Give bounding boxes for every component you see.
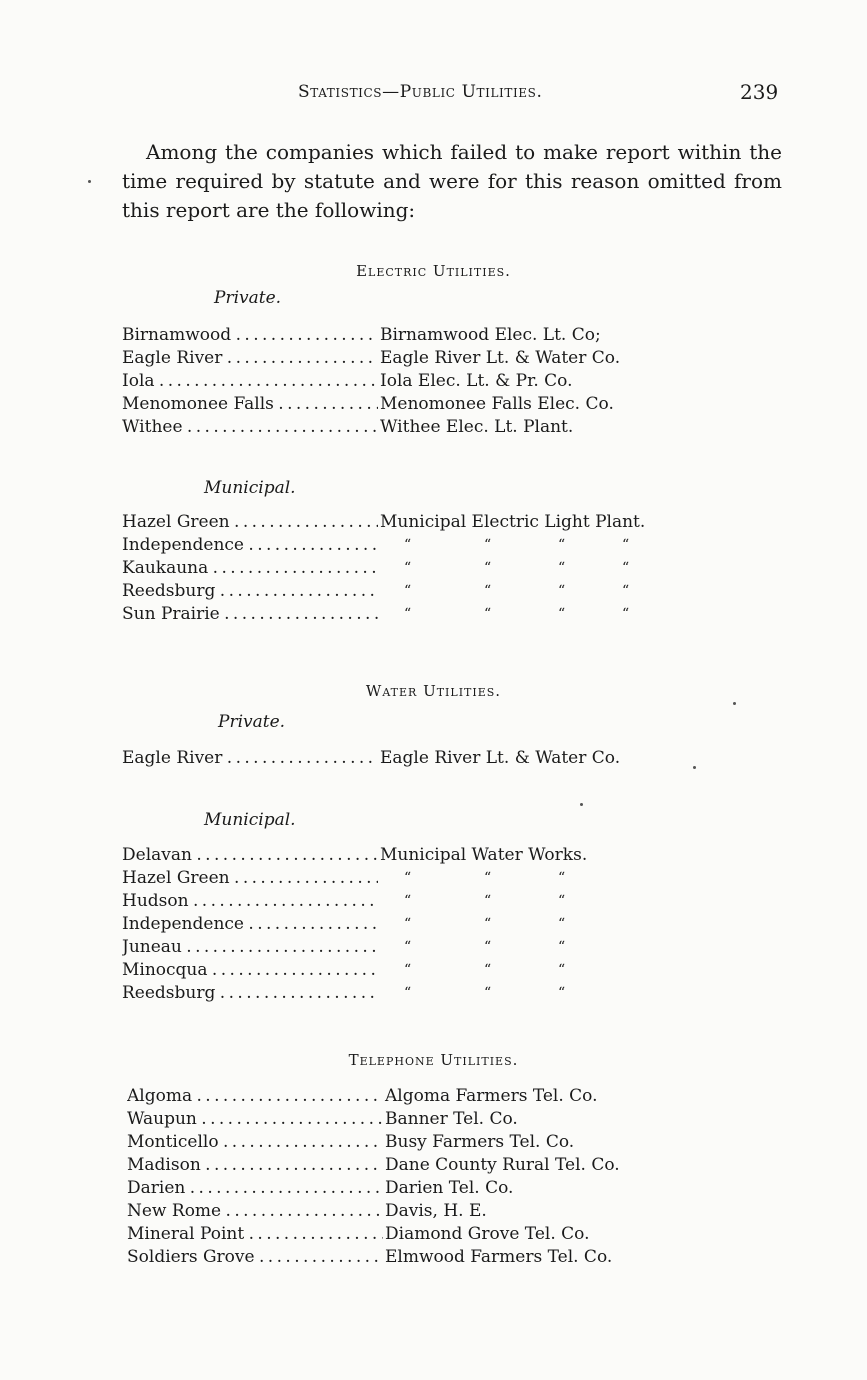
list-item: [127, 1085, 727, 1108]
list-item: [122, 936, 722, 959]
list-item: [122, 747, 722, 770]
section-title-electric: Electric Utilities.: [356, 262, 511, 280]
company-name: Menomonee Falls Elec. Co.: [380, 394, 614, 414]
ditto-marks: “ “ “: [404, 939, 566, 955]
telephone-list: [127, 1085, 727, 1269]
company-name: Eagle River Lt. & Water Co.: [380, 348, 621, 368]
place-name: Monticello . . .: [127, 1131, 383, 1154]
list-item: [122, 982, 722, 1005]
list-item: [122, 324, 722, 347]
company-name: Iola Elec. Lt. & Pr. Co.: [380, 371, 573, 391]
section-title-telephone: Telephone Utilities.: [348, 1051, 519, 1069]
electric-private-list: [122, 324, 722, 439]
list-item: [127, 1177, 727, 1200]
scan-speck: [693, 766, 696, 769]
company-name: Withee Elec. Lt. Plant.: [380, 417, 574, 437]
place-name: Independence . . .: [122, 913, 378, 936]
subsection-municipal-water: Municipal.: [204, 810, 296, 830]
place-name: Mineral Point . . .: [127, 1223, 383, 1246]
page-number: 239: [740, 80, 779, 104]
ditto-marks: “ “ “ “: [404, 560, 630, 576]
list-item: [127, 1131, 727, 1154]
place-name: Darien . . .: [127, 1177, 383, 1200]
list-item: [127, 1246, 727, 1269]
list-item: [122, 844, 722, 867]
place-name: Independence . . .: [122, 534, 378, 557]
list-item: [122, 534, 722, 557]
company-name: Elmwood Farmers Tel. Co.: [385, 1247, 613, 1267]
ditto-marks: “ “ “: [404, 916, 566, 932]
place-name: Hudson . . .: [122, 890, 378, 913]
running-head: Statistics—Public Utilities.: [298, 82, 543, 102]
section-title-water: Water Utilities.: [365, 682, 502, 700]
place-name: Soldiers Grove . . .: [127, 1246, 383, 1269]
place-name: Withee . . .: [122, 416, 378, 439]
place-name: Madison . . .: [127, 1154, 383, 1177]
place-name: Menomonee Falls . . .: [122, 393, 378, 416]
list-item: [122, 603, 722, 626]
water-municipal-list: [122, 844, 722, 1005]
ditto-marks: “ “ “ “: [404, 606, 630, 622]
scan-speck: [88, 180, 91, 183]
company-name: Municipal Water Works.: [380, 845, 588, 865]
place-name: Delavan . . .: [122, 844, 378, 867]
subsection-private-water: Private.: [218, 712, 286, 732]
list-item: [122, 370, 722, 393]
place-name: Minocqua . . .: [122, 959, 378, 982]
company-name: Algoma Farmers Tel. Co.: [385, 1086, 598, 1106]
place-name: Algoma . . .: [127, 1085, 383, 1108]
scan-speck: [580, 803, 583, 806]
intro-paragraph: Among the companies which failed to make report within the time required by statute and were for this reason omitted from this report are the following:: [122, 140, 782, 222]
place-name: Sun Prairie . . .: [122, 603, 378, 626]
company-name: Banner Tel. Co.: [385, 1109, 518, 1129]
place-name: Hazel Green . . .: [122, 867, 378, 890]
subsection-municipal-electric: Municipal.: [204, 478, 296, 498]
place-name: Eagle River . . .: [122, 747, 378, 770]
ditto-marks: “ “ “: [404, 870, 566, 886]
ditto-marks: “ “ “: [404, 962, 566, 978]
list-item: [122, 511, 722, 534]
ditto-marks: “ “ “ “: [404, 583, 630, 599]
electric-municipal-list: [122, 511, 722, 626]
place-name: Waupun . . .: [127, 1108, 383, 1131]
list-item: [122, 959, 722, 982]
company-name: Davis, H. E.: [385, 1201, 487, 1221]
company-name: Diamond Grove Tel. Co.: [385, 1224, 590, 1244]
list-item: [127, 1108, 727, 1131]
ditto-marks: “ “ “: [404, 893, 566, 909]
list-item: [122, 347, 722, 370]
place-name: Reedsburg . . .: [122, 982, 378, 1005]
place-name: Juneau . . .: [122, 936, 378, 959]
place-name: Hazel Green . . .: [122, 511, 378, 534]
scan-speck: [733, 702, 736, 705]
place-name: Kaukauna . . .: [122, 557, 378, 580]
list-item: [122, 913, 722, 936]
ditto-marks: “ “ “: [404, 985, 566, 1001]
water-private-list: [122, 747, 722, 770]
company-name: Dane County Rural Tel. Co.: [385, 1155, 620, 1175]
place-name: Eagle River . . .: [122, 347, 378, 370]
place-name: Iola . . .: [122, 370, 378, 393]
place-name: Birnamwood . . .: [122, 324, 378, 347]
list-item: [122, 557, 722, 580]
list-item: [122, 393, 722, 416]
ditto-marks: “ “ “ “: [404, 537, 630, 553]
company-name: Municipal Electric Light Plant.: [380, 512, 646, 532]
list-item: [127, 1200, 727, 1223]
company-name: Birnamwood Elec. Lt. Co;: [380, 325, 601, 345]
company-name: Busy Farmers Tel. Co.: [385, 1132, 575, 1152]
place-name: Reedsburg . . .: [122, 580, 378, 603]
company-name: Eagle River Lt. & Water Co.: [380, 748, 621, 768]
place-name: New Rome . . .: [127, 1200, 383, 1223]
list-item: [122, 890, 722, 913]
list-item: [127, 1154, 727, 1177]
company-name: Darien Tel. Co.: [385, 1178, 514, 1198]
list-item: [122, 867, 722, 890]
list-item: [122, 580, 722, 603]
subsection-private-electric: Private.: [214, 288, 282, 308]
list-item: [127, 1223, 727, 1246]
list-item: [122, 416, 722, 439]
